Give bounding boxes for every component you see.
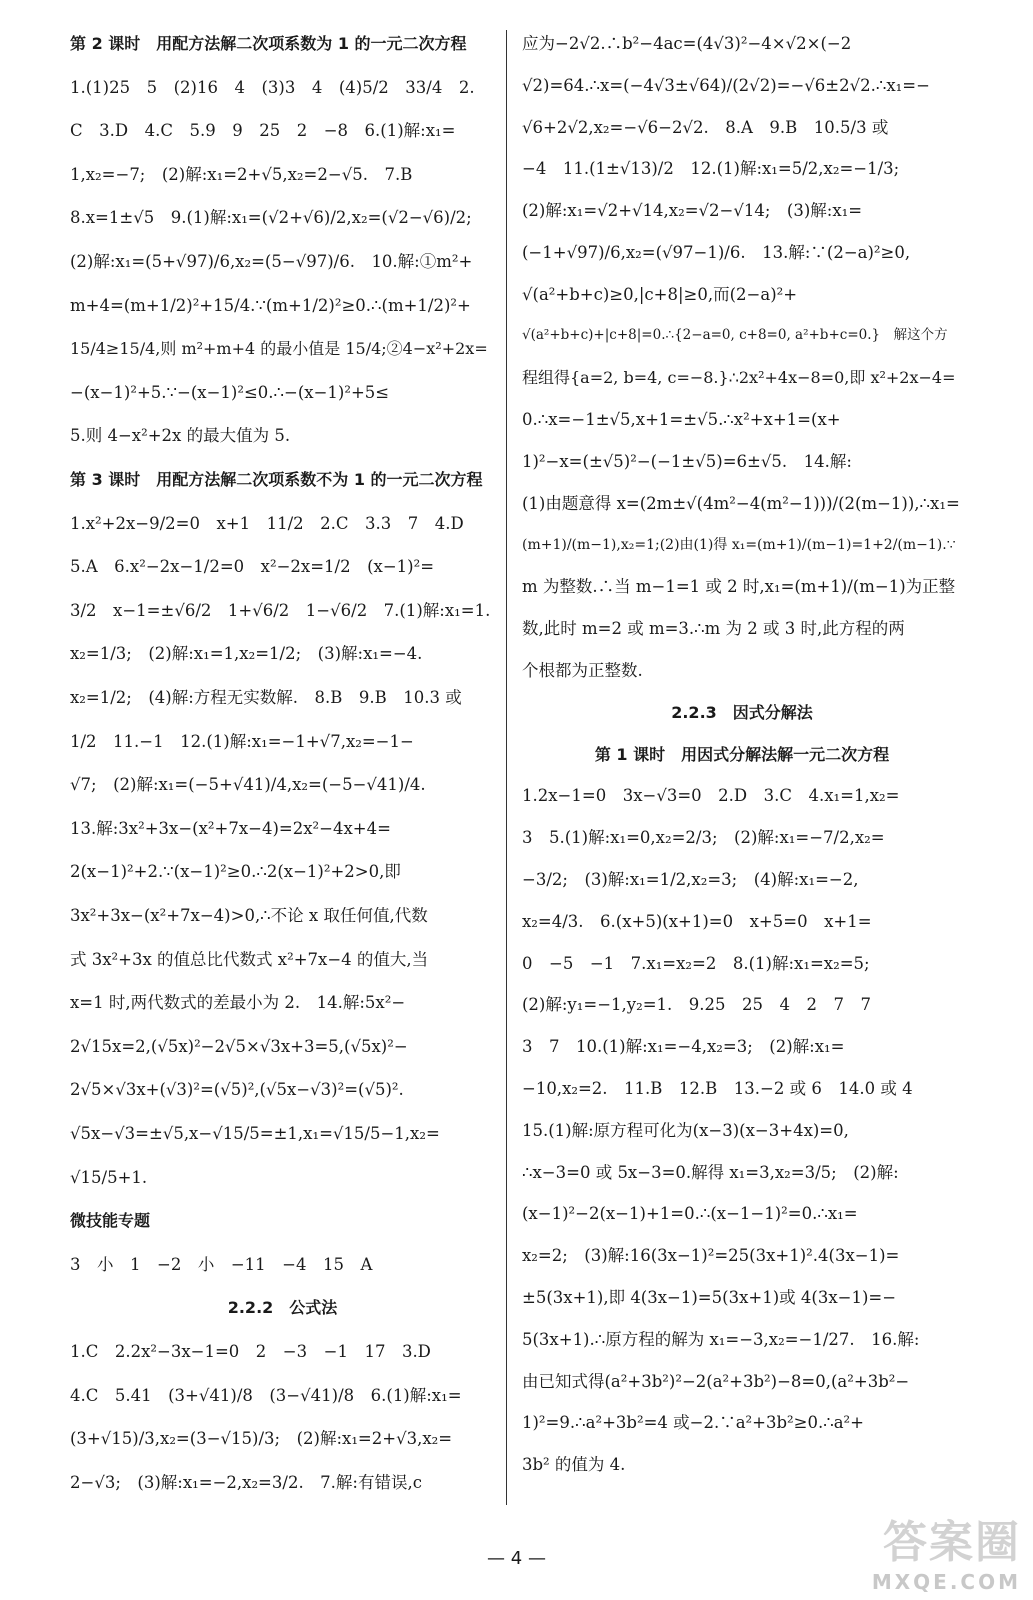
answer-line: 1/2 11.−1 12.(1)解:x₁=−1+√7,x₂=−1−	[70, 731, 414, 751]
answer-line: (2)解:x₁=(5+√97)/6,x₂=(5−√97)/6. 10.解:①m²+	[70, 252, 473, 271]
section-heading: 第 1 课时 用因式分解法解一元二次方程	[594, 744, 890, 764]
page-number: — 4 —	[487, 1548, 546, 1569]
answer-line: x₂=2; (3)解:16(3x−1)²=25(3x+1)².4(3x−1)=	[522, 1246, 900, 1266]
answer-line: ±5(3x+1),即 4(3x−1)=5(3x+1)或 4(3x−1)=−	[522, 1288, 897, 1307]
answer-line: 5(3x+1).∴原方程的解为 x₁=−3,x₂=−1/27. 16.解:	[522, 1329, 920, 1349]
answer-line: C 3.D 4.C 5.9 9 25 2 −8 6.(1)解:x₁=	[70, 121, 456, 141]
answer-line: (2)解:x₁=√2+√14,x₂=√2−√14; (3)解:x₁=	[522, 201, 863, 221]
answer-line: √5x−√3=±√5,x−√15/5=±1,x₁=√15/5−1,x₂=	[70, 1124, 440, 1143]
answer-line: −(x−1)²+5.∵−(x−1)²≤0.∴−(x−1)²+5≤	[70, 382, 390, 402]
answer-line: 3 7 10.(1)解:x₁=−4,x₂=3; (2)解:x₁=	[522, 1037, 845, 1057]
answer-line: −3/2; (3)解:x₁=1/2,x₂=3; (4)解:x₁=−2,	[522, 870, 859, 889]
answer-line: (m+1)/(m−1),x₂=1;(2)由(1)得 x₁=(m+1)/(m−1)=1+2/(m−1).∵	[522, 536, 956, 553]
section-heading: 2.2.2 公式法	[227, 1298, 338, 1318]
answer-line: √7; (2)解:x₁=(−5+√41)/4,x₂=(−5−√41)/4.	[70, 775, 426, 795]
answer-line: 3/2 x−1=±√6/2 1+√6/2 1−√6/2 7.(1)解:x₁=1.	[70, 600, 491, 620]
answer-line: 1)²=9.∴a²+3b²=4 或−2.∵a²+3b²≥0.∴a²+	[522, 1413, 864, 1433]
answer-line: x₂=1/3; (2)解:x₁=1,x₂=1/2; (3)解:x₁=−4.	[70, 644, 423, 664]
answer-line: 数,此时 m=2 或 m=3.∴m 为 2 或 3 时,此方程的两	[522, 619, 905, 639]
section-heading: 第 3 课时 用配方法解二次项系数不为 1 的一元二次方程	[70, 470, 483, 489]
answer-line: 13.解:3x²+3x−(x²+7x−4)=2x²−4x+4=	[70, 818, 391, 838]
answer-line: 1.2x−1=0 3x−√3=0 2.D 3.C 4.x₁=1,x₂=	[522, 786, 900, 806]
answer-line: x₂=4/3. 6.(x+5)(x+1)=0 x+5=0 x+1=	[522, 911, 872, 931]
answer-line: m+4=(m+1/2)²+15/4.∵(m+1/2)²≥0.∴(m+1/2)²+	[70, 295, 471, 315]
answer-line: 2√15x=2,(√5x)²−2√5×√3x+3=5,(√5x)²−	[70, 1036, 408, 1056]
answer-line: 15.(1)解:原方程可化为(x−3)(x−3+4x)=0,	[522, 1120, 849, 1140]
answer-line: 1.C 2.2x²−3x−1=0 2 −3 −1 17 3.D	[70, 1342, 431, 1361]
answer-line: 1.x²+2x−9/2=0 x+1 11/2 2.C 3.3 7 4.D	[70, 513, 464, 533]
section-heading: 2.2.3 因式分解法	[671, 702, 813, 722]
answer-line: 15/4≥15/4,则 m²+m+4 的最小值是 15/4;②4−x²+2x=	[70, 339, 488, 359]
watermark-logo: 答案圈	[883, 1517, 1021, 1568]
answer-line: 4.C 5.41 (3+√41)/8 (3−√41)/8 6.(1)解:x₁=	[70, 1385, 462, 1405]
answer-line: ∴x−3=0 或 5x−3=0.解得 x₁=3,x₂=3/5; (2)解:	[522, 1162, 899, 1182]
answer-line: (2)解:y₁=−1,y₂=1. 9.25 25 4 2 7 7	[522, 995, 871, 1015]
answer-line: 3b² 的值为 4.	[522, 1455, 626, 1475]
answer-line: x=1 时,两代数式的差最小为 2. 14.解:5x²−	[70, 993, 406, 1013]
answer-line: x₂=1/2; (4)解:方程无实数解. 8.B 9.B 10.3 或	[70, 688, 462, 707]
answer-line: 8.x=1±√5 9.(1)解:x₁=(√2+√6)/2,x₂=(√2−√6)/2;	[70, 208, 472, 228]
answer-line: (−1+√97)/6,x₂=(√97−1)/6. 13.解:∵(2−a)²≥0,	[522, 243, 911, 262]
answer-line: (3+√15)/3,x₂=(3−√15)/3; (2)解:x₁=2+√3,x₂=	[70, 1429, 453, 1449]
answer-line: √(a²+b+c)≥0,|c+8|≥0,而(2−a)²+	[522, 284, 798, 304]
answer-line: 1)²−x=(±√5)²−(−1±√5)=6±√5. 14.解:	[522, 452, 852, 471]
answer-line: 2(x−1)²+2.∵(x−1)²≥0.∴2(x−1)²+2>0,即	[70, 862, 401, 882]
answer-line: −4 11.(1±√13)/2 12.(1)解:x₁=5/2,x₂=−1/3;	[522, 159, 900, 179]
answer-line: √2)=64.∴x=(−4√3±√64)/(2√2)=−√6±2√2.∴x₁=−	[522, 75, 930, 95]
watermark	[872, 1506, 1021, 1594]
section-heading: 第 2 课时 用配方法解二次项系数为 1 的一元二次方程	[70, 34, 467, 53]
answer-line: (x−1)²−2(x−1)+1=0.∴(x−1−1)²=0.∴x₁=	[522, 1204, 858, 1224]
answer-line: (1)由题意得 x=(2m±√(4m²−4(m²−1)))/(2(m−1)),∴x₁=	[522, 493, 960, 513]
answer-line: 0 −5 −1 7.x₁=x₂=2 8.(1)解:x₁=x₂=5;	[522, 953, 870, 973]
answer-line: 3 5.(1)解:x₁=0,x₂=2/3; (2)解:x₁=−7/2,x₂=	[522, 828, 885, 848]
answer-line: 1,x₂=−7; (2)解:x₁=2+√5,x₂=2−√5. 7.B	[70, 164, 413, 184]
watermark-domain: MXQE.COM	[871, 1570, 1021, 1594]
answer-line: −10,x₂=2. 11.B 12.B 13.−2 或 6 14.0 或 4	[522, 1079, 913, 1098]
answer-line: 3 小 1 −2 小 −11 −4 15 A	[70, 1254, 373, 1274]
section-heading: 微技能专题	[70, 1211, 151, 1231]
answer-line: √15/5+1.	[70, 1167, 148, 1187]
answer-line: 3x²+3x−(x²+7x−4)>0,∴不论 x 取任何值,代数	[70, 906, 428, 925]
answer-line: 程组得{a=2, b=4, c=−8.}∴2x²+4x−8=0,即 x²+2x−4=	[522, 368, 956, 388]
column-divider	[506, 30, 507, 1505]
answer-line: m 为整数.∴当 m−1=1 或 2 时,x₁=(m+1)/(m−1)为正整	[522, 577, 956, 597]
answer-line: 0.∴x=−1±√5,x+1=±√5.∴x²+x+1=(x+	[522, 410, 841, 430]
answer-line: 应为−2√2.∴b²−4ac=(4√3)²−4×√2×(−2	[522, 34, 852, 53]
answer-line: √6+2√2,x₂=−√6−2√2. 8.A 9.B 10.5/3 或	[522, 117, 889, 137]
answer-line: 1.(1)25 5 (2)16 4 (3)3 4 (4)5/2 33/4 2.	[70, 77, 475, 97]
answer-line: 由已知式得(a²+3b²)²−2(a²+3b²)−8=0,(a²+3b²−	[522, 1371, 910, 1391]
answer-line: 式 3x²+3x 的值总比代数式 x²+7x−4 的值大,当	[70, 949, 429, 969]
answer-line: 2√5×√3x+(√3)²=(√5)²,(√5x−√3)²=(√5)².	[70, 1080, 404, 1100]
answer-line: 个根都为正整数.	[522, 661, 643, 680]
answer-line: √(a²+b+c)+|c+8|=0.∴{2−a=0, c+8=0, a²+b+c=0.} 解这个方	[522, 326, 948, 343]
answer-line: 2−√3; (3)解:x₁=−2,x₂=3/2. 7.解:有错误,c	[70, 1472, 422, 1492]
answer-line: 5.则 4−x²+2x 的最大值为 5.	[70, 426, 291, 446]
answer-line: 5.A 6.x²−2x−1/2=0 x²−2x=1/2 (x−1)²=	[70, 557, 435, 577]
